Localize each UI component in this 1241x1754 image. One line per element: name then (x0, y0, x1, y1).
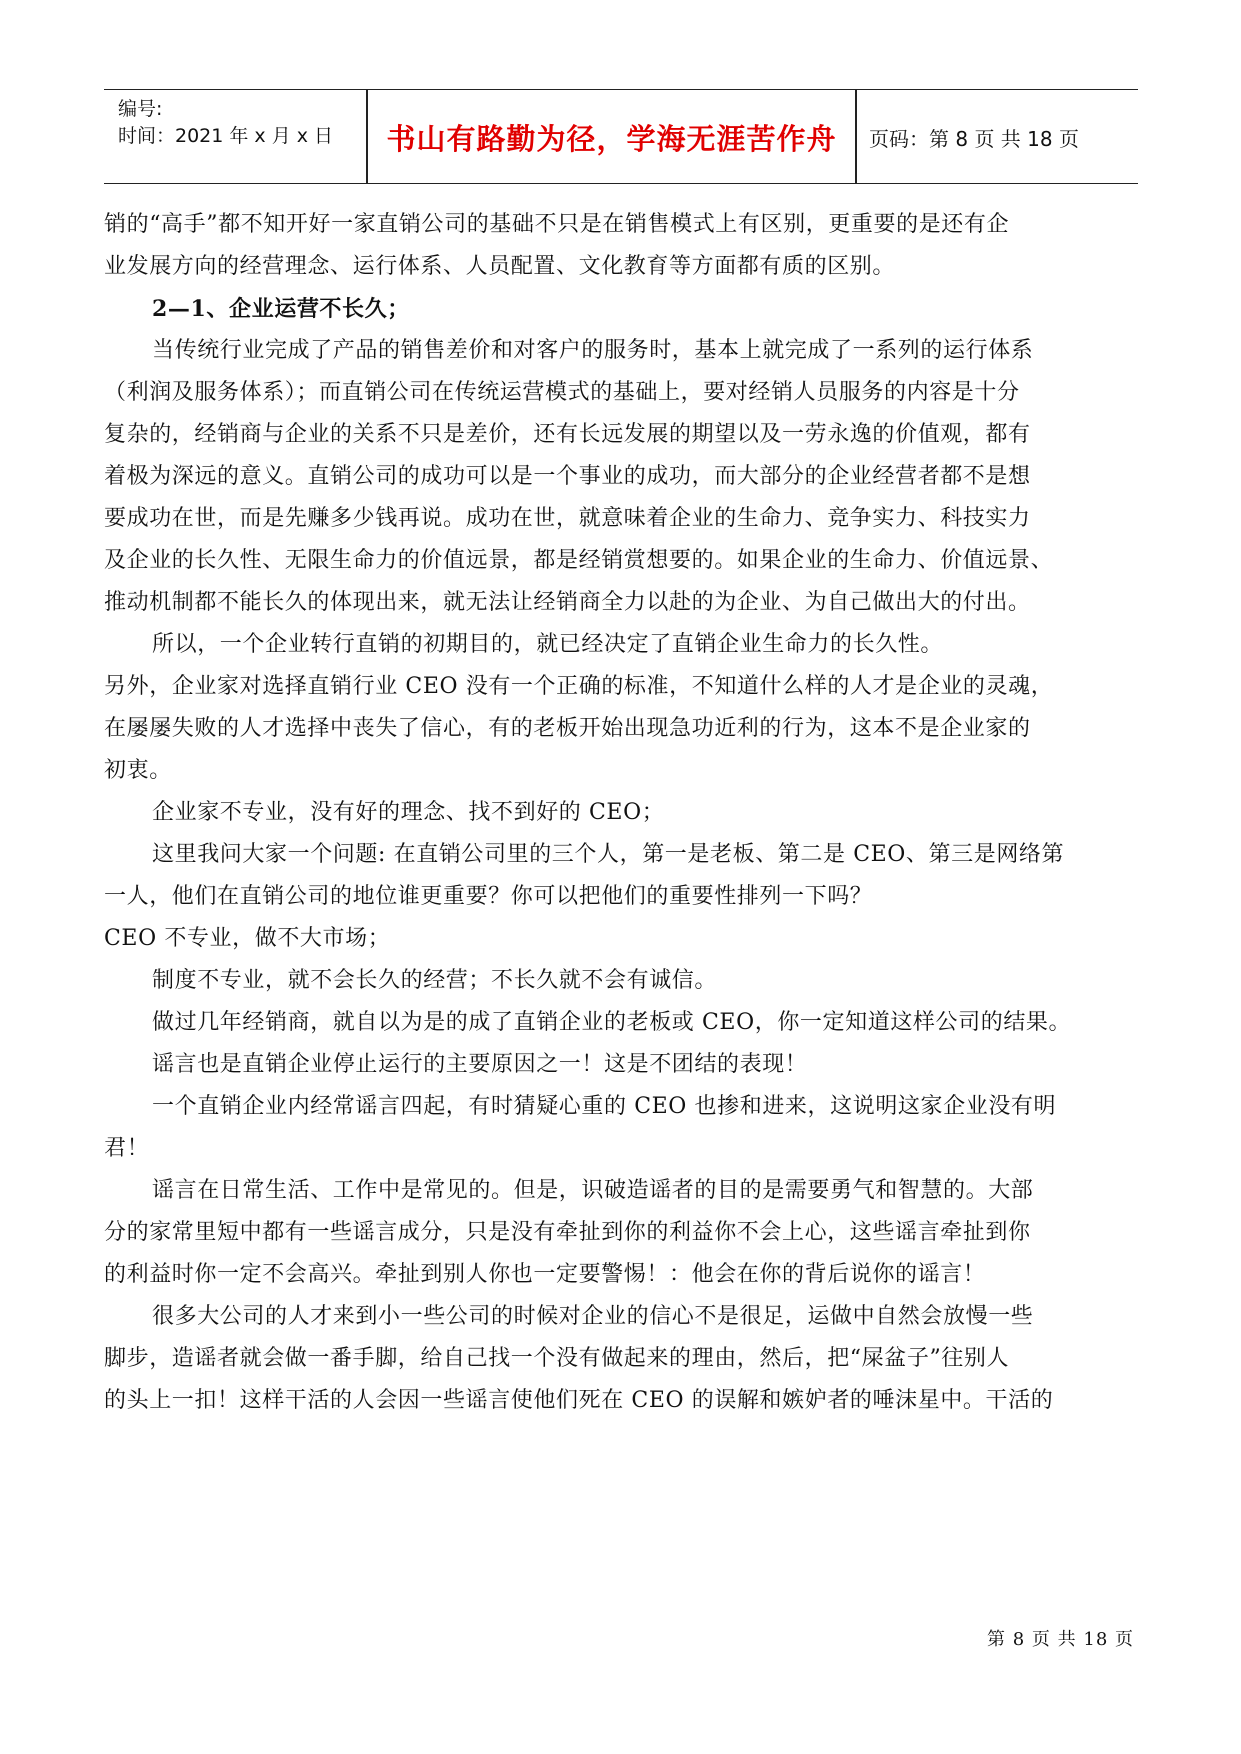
paragraph-line: 业发展方向的经营理念、运行体系、人员配置、文化教育等方面都有质的区别。 (104, 254, 896, 279)
paragraph-line: 销的“高手”都不知开好一家直销公司的基础不只是在销售模式上有区别，更重要的是还有企 (104, 212, 1010, 237)
paragraph-line: 一个直销企业内经常谣言四起，有时猜疑心重的 CEO 也掺和进来，这说明这家企业没有明 (152, 1094, 1057, 1119)
paragraph-line: 推动机制都不能长久的体现出来，就无法让经销商全力以赴的为企业、为自己做出大的付出。 (104, 590, 1031, 615)
paragraph-line: 分的家常里短中都有一些谣言成分，只是没有牵扯到你的利益你不会上心，这些谣言牵扯到你 (104, 1220, 1031, 1245)
paragraph-line: 的头上一扣！这样干活的人会因一些谣言使他们死在 CEO 的误解和嫉妒者的唾沫星中。干活的 (104, 1388, 1054, 1413)
paragraph-line: 着极为深远的意义。直销公司的成功可以是一个事业的成功，而大部分的企业经营者都不是想 (104, 464, 1031, 489)
page-header (104, 89, 1138, 184)
paragraph-line: 所以，一个企业转行直销的初期目的，就已经决定了直销企业生命力的长久性。 (152, 632, 944, 657)
paragraph-line: 及企业的长久性、无限生命力的价值远景，都是经销赏想要的。如果企业的生命力、价值远景、 (104, 548, 1054, 573)
paragraph-line: 企业家不专业，没有好的理念、找不到好的 CEO； (152, 800, 665, 825)
document-time-label: 时间：2021 年 x 月 x 日 (118, 125, 334, 147)
paragraph-line: 当传统行业完成了产品的销售差价和对客户的服务时，基本上就完成了一系列的运行体系 (152, 338, 1034, 363)
paragraph-line: 的利益时你一定不会高兴。牵扯到别人你也一定要警惕！：他会在你的背后说你的谣言！ (104, 1262, 986, 1287)
header-motto: 书山有路勤为径，学海无涯苦作舟 (386, 122, 837, 156)
paragraph-line: 很多大公司的人才来到小一些公司的时候对企业的信心不是很足，运做中自然会放慢一些 (152, 1304, 1034, 1329)
document-number-label: 编号: (118, 98, 163, 120)
paragraph-line: 在屡屡失败的人才选择中丧失了信心，有的老板开始出现急功近利的行为，这本不是企业家的 (104, 716, 1031, 741)
paragraph-line: 做过几年经销商，就自以为是的成了直销企业的老板或 CEO，你一定知道这样公司的结果。 (152, 1010, 1072, 1035)
paragraph-line: 一人，他们在直销公司的地位谁更重要？你可以把他们的重要性排列一下吗？ (104, 884, 873, 909)
paragraph-line: CEO 不专业，做不大市场； (104, 926, 391, 951)
paragraph-line: 谣言也是直销企业停止运行的主要原因之一！这是不团结的表现！ (152, 1052, 808, 1077)
paragraph-line: 要成功在世，而是先赚多少钱再说。成功在世，就意味着企业的生命力、竞争实力、科技实力 (104, 506, 1031, 531)
paragraph-line: （利润及服务体系）；而直销公司在传统运营模式的基础上，要对经销人员服务的内容是十分 (104, 380, 1020, 405)
paragraph-line: 这里我问大家一个问题: 在直销公司里的三个人，第一是老板、第二是 CEO、第三是网络第 (152, 842, 1065, 867)
paragraph-line: 君！ (104, 1136, 150, 1161)
page-footer: 第 8 页 共 18 页 (987, 1629, 1134, 1650)
paragraph-line: 另外，企业家对选择直销行业 CEO 没有一个正确的标准，不知道什么样的人才是企业的灵魂， (104, 674, 1054, 699)
paragraph-line: 谣言在日常生活、工作中是常见的。但是，识破造谣者的目的是需要勇气和智慧的。大部 (152, 1178, 1034, 1203)
paragraph-line: 脚步，造谣者就会做一番手脚，给自己找一个没有做起来的理由，然后，把“屎盆子”往别人 (104, 1346, 1010, 1371)
paragraph-line: 复杂的，经销商与企业的关系不只是差价，还有长远发展的期望以及一劳永逸的价值观，都有 (104, 422, 1031, 447)
header-divider (855, 90, 857, 183)
paragraph-line: 初衷。 (104, 758, 172, 783)
paragraph-line: 制度不专业，就不会长久的经营；不长久就不会有诚信。 (152, 968, 718, 993)
section-heading: 2—1、企业运营不长久； (152, 296, 410, 322)
document-body (104, 204, 1144, 1422)
header-page-number: 页码：第 8 页 共 18 页 (869, 127, 1079, 151)
